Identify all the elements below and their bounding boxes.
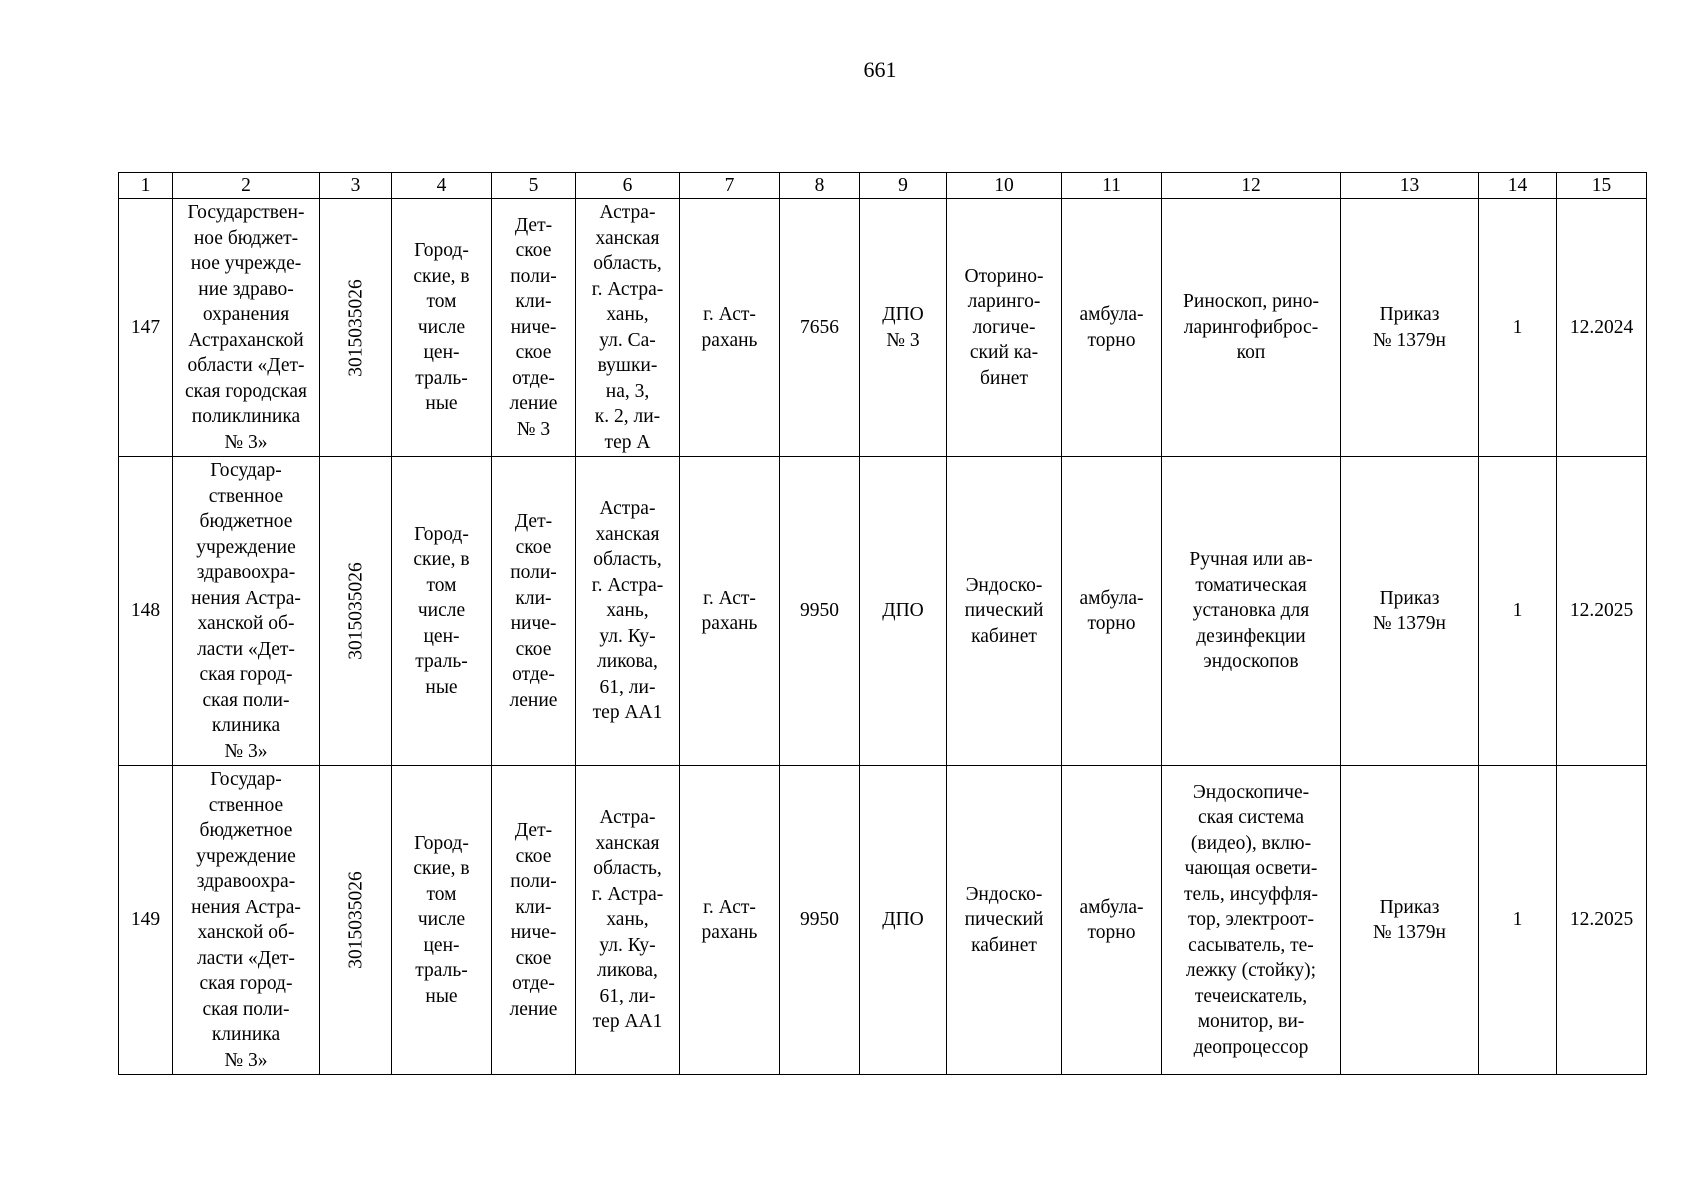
inn-value: 3015035026 <box>344 278 366 377</box>
organization-name: Государ- ственное бюджетное учреждение здравоохра- нения Астра- ханской об- ласти «Дет- ская город- ская поли- клиника № 3» <box>173 766 320 1075</box>
column-number: 7 <box>680 173 780 199</box>
cabinet: Эндоско- пический кабинет <box>947 766 1062 1075</box>
city: г. Аст- рахань <box>680 199 780 457</box>
table-row <box>119 766 1647 1075</box>
settlement-type: Город- ские, в том числе цен- траль- ные <box>392 766 492 1075</box>
deadline: 12.2024 <box>1557 199 1647 457</box>
code: 7656 <box>780 199 860 457</box>
equipment: Эндоскопиче- ская система (видео), вклю- чающая освети- тель, инсуффля- тор, электроот- сасыватель, те- лежку (стойку); течеискатель, монитор, ви- деопроцессор <box>1162 766 1341 1075</box>
order-reference: Приказ № 1379н <box>1341 766 1479 1075</box>
order-reference: Приказ № 1379н <box>1341 457 1479 766</box>
row-number: 149 <box>119 766 173 1075</box>
cabinet: Эндоско- пический кабинет <box>947 457 1062 766</box>
care-mode: амбула- торно <box>1062 766 1162 1075</box>
care-mode: амбула- торно <box>1062 199 1162 457</box>
quantity: 1 <box>1479 199 1557 457</box>
department-name: Дет- ское поли- кли- ниче- ское отде- ление <box>492 457 576 766</box>
table-row <box>119 457 1647 766</box>
column-number: 6 <box>576 173 680 199</box>
inn-cell <box>320 766 392 1075</box>
inn-value: 3015035026 <box>344 562 366 660</box>
row-number: 148 <box>119 457 173 766</box>
division: ДПО № 3 <box>860 199 947 457</box>
column-number: 4 <box>392 173 492 199</box>
inn-cell <box>320 199 392 457</box>
settlement-type: Город- ские, в том числе цен- траль- ные <box>392 199 492 457</box>
cabinet: Оторино- ларинго- логиче- ский ка- бинет <box>947 199 1062 457</box>
organization-name: Государ- ственное бюджетное учреждение здравоохра- нения Астра- ханской об- ласти «Дет- ская город- ская поли- клиника № 3» <box>173 457 320 766</box>
deadline: 12.2025 <box>1557 457 1647 766</box>
column-number: 13 <box>1341 173 1479 199</box>
column-number: 3 <box>320 173 392 199</box>
column-number: 11 <box>1062 173 1162 199</box>
equipment: Ручная или ав- томатическая установка для дезинфекции эндоскопов <box>1162 457 1341 766</box>
column-number: 9 <box>860 173 947 199</box>
deadline: 12.2025 <box>1557 766 1647 1075</box>
city: г. Аст- рахань <box>680 766 780 1075</box>
quantity: 1 <box>1479 457 1557 766</box>
settlement-type: Город- ские, в том числе цен- траль- ные <box>392 457 492 766</box>
department-name: Дет- ское поли- кли- ниче- ское отде- ление № 3 <box>492 199 576 457</box>
address: Астра- ханская область, г. Астра- хань, ул. Ку- ликова, 61, ли- тер АА1 <box>576 457 680 766</box>
division: ДПО <box>860 766 947 1075</box>
row-number: 147 <box>119 199 173 457</box>
organization-name: Государствен- ное бюджет- ное учрежде- ние здраво- охранения Астраханской области «Дет- ская городская поликлиника № 3» <box>173 199 320 457</box>
address: Астра- ханская область, г. Астра- хань, ул. Са- вушки- на, 3, к. 2, ли- тер А <box>576 199 680 457</box>
city: г. Аст- рахань <box>680 457 780 766</box>
equipment: Риноскоп, рино- ларингофиброс- коп <box>1162 199 1341 457</box>
column-number: 8 <box>780 173 860 199</box>
quantity: 1 <box>1479 766 1557 1075</box>
column-number: 14 <box>1479 173 1557 199</box>
table-row <box>119 199 1647 457</box>
column-number: 2 <box>173 173 320 199</box>
registry-table <box>118 172 1647 1075</box>
column-number: 1 <box>119 173 173 199</box>
column-number-row <box>119 173 1647 199</box>
address: Астра- ханская область, г. Астра- хань, ул. Ку- ликова, 61, ли- тер АА1 <box>576 766 680 1075</box>
inn-value: 3015035026 <box>344 871 366 969</box>
column-number: 15 <box>1557 173 1647 199</box>
page-number: 661 <box>863 57 897 82</box>
code: 9950 <box>780 766 860 1075</box>
division: ДПО <box>860 457 947 766</box>
order-reference: Приказ № 1379н <box>1341 199 1479 457</box>
column-number: 10 <box>947 173 1062 199</box>
inn-cell <box>320 457 392 766</box>
column-number: 12 <box>1162 173 1341 199</box>
care-mode: амбула- торно <box>1062 457 1162 766</box>
code: 9950 <box>780 457 860 766</box>
column-number: 5 <box>492 173 576 199</box>
department-name: Дет- ское поли- кли- ниче- ское отде- ление <box>492 766 576 1075</box>
